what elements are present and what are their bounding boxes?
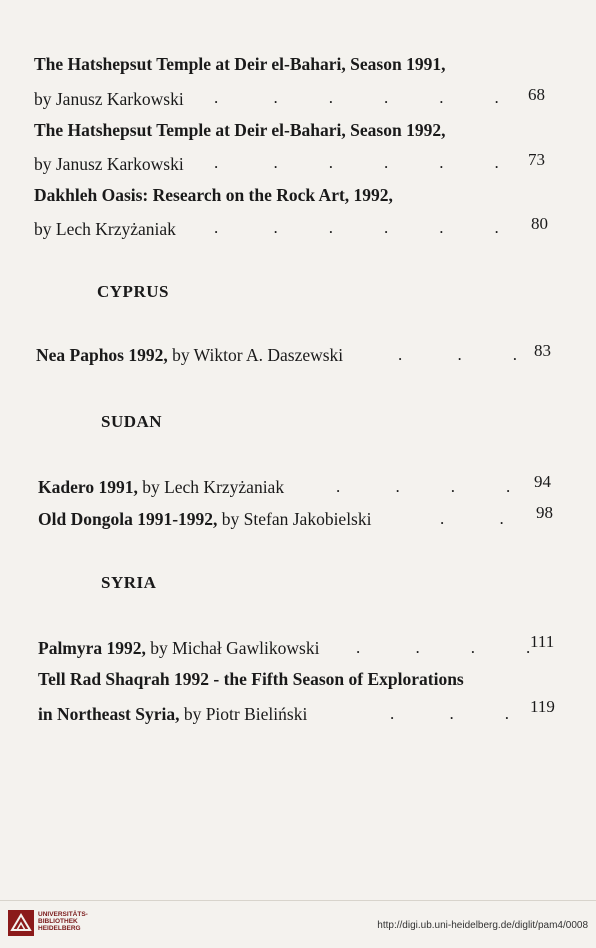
page-number: 80 <box>531 214 548 233</box>
leader-dots: . . <box>440 509 504 528</box>
entry-author: by Lech Krzyżaniak <box>142 477 285 497</box>
entry-author: by Janusz Karkowski <box>34 154 184 174</box>
leader-dots: . . . . . . <box>214 153 499 172</box>
source-url-link[interactable]: http://digi.ub.uni-heidelberg.de/diglit/pam4/0008 <box>377 920 588 931</box>
entry-author: by Wiktor A. Daszewski <box>172 345 344 365</box>
entry-title: Old Dongola 1991-1992, <box>38 509 218 529</box>
section-heading-cyprus: CYPRUS <box>97 282 169 301</box>
entry-title: Dakhleh Oasis: Research on the Rock Art, 1992, <box>34 185 393 205</box>
entry-title: Tell Rad Shaqrah 1992 - the Fifth Season of Explorations <box>38 669 464 689</box>
leader-dots: . . . . <box>356 638 531 657</box>
entry-title: Palmyra 1992, <box>38 638 146 658</box>
entry-line <box>38 637 319 659</box>
section-heading-sudan: SUDAN <box>101 412 163 431</box>
leader-dots: . . . . <box>336 477 511 496</box>
logo-line: HEIDELBERG <box>38 925 81 932</box>
section-heading-syria: SYRIA <box>101 573 157 592</box>
entry-title-continued: in Northeast Syria, <box>38 704 180 724</box>
page-number: 68 <box>528 85 545 104</box>
entry-line <box>36 344 343 366</box>
entry-author: by Michał Gawlikowski <box>150 638 320 658</box>
page-number: 73 <box>528 150 545 169</box>
entry-line <box>38 508 371 530</box>
library-logo-icon <box>8 910 34 936</box>
entry-title: Nea Paphos 1992, <box>36 345 168 365</box>
entry-author: by Piotr Bieliński <box>183 704 308 724</box>
entry-author: by Stefan Jakobielski <box>221 509 372 529</box>
leader-dots: . . . . . . <box>214 88 499 107</box>
entry-author: by Lech Krzyżaniak <box>34 219 176 239</box>
entry-line <box>38 476 284 498</box>
library-logo-text <box>38 911 88 932</box>
page-number: 119 <box>530 697 555 716</box>
logo-line: UNIVERSITÄTS- <box>38 911 88 918</box>
leader-dots: . . . . . . <box>214 218 499 237</box>
entry-line <box>38 703 307 725</box>
page-number: 98 <box>536 503 553 522</box>
logo-line: BIBLIOTHEK <box>38 918 78 925</box>
entry-title: Kadero 1991, <box>38 477 138 497</box>
page-number: 94 <box>534 472 551 491</box>
page-number: 111 <box>530 632 555 651</box>
leader-dots: . . . <box>390 704 509 723</box>
leader-dots: . . . <box>398 345 517 364</box>
entry-title: The Hatshepsut Temple at Deir el-Bahari, Season 1992, <box>34 120 446 140</box>
page-number: 83 <box>534 341 551 360</box>
entry-title: The Hatshepsut Temple at Deir el-Bahari, Season 1991, <box>34 54 446 74</box>
entry-author: by Janusz Karkowski <box>34 89 184 109</box>
